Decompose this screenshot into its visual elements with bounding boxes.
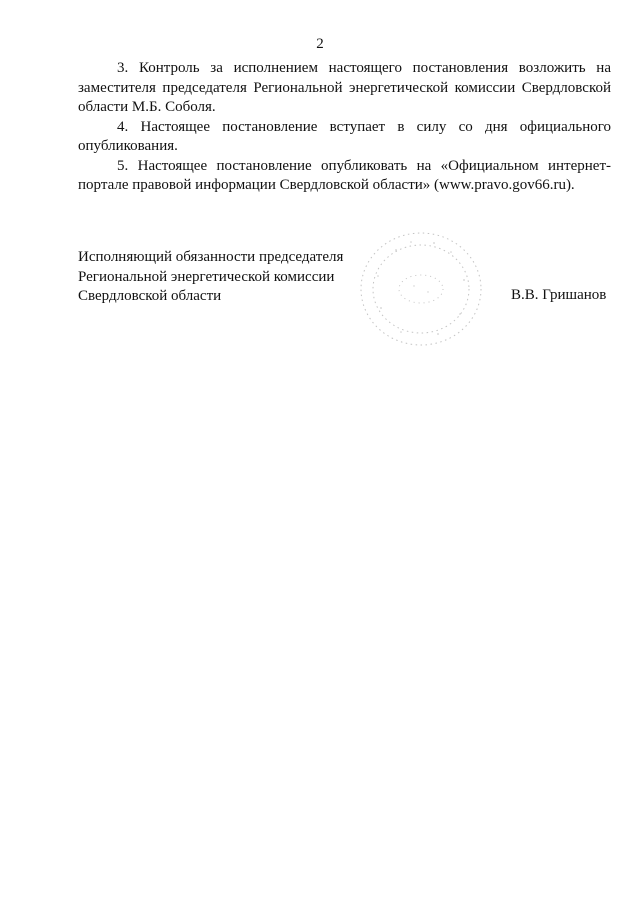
position-line-1: Исполняющий обязанности председателя (78, 249, 344, 265)
page-number: 2 (316, 36, 324, 52)
signatory-name: В.В. Гришанов (511, 287, 607, 303)
signatory-position (78, 248, 378, 307)
paragraph-4: 4. Настоящее постановление вступает в силу со дня официального опубликования. (78, 118, 611, 154)
position-line-2: Региональной энергетической комиссии (78, 268, 335, 285)
position-line-3: Свердловской области (78, 288, 222, 304)
paragraph-5: 5. Настоящее постановление опубликовать на «Официальном интернет-портале правовой информации Свердловской области» (www.pravo.gov66.ru). (78, 157, 611, 193)
paragraph-3: 3. Контроль за исполнением настоящего постановления возложить на заместителя председателя Региональной энергетической комиссии Свердловской области М.Б. Соболя. (78, 60, 611, 115)
document-body (78, 59, 611, 196)
